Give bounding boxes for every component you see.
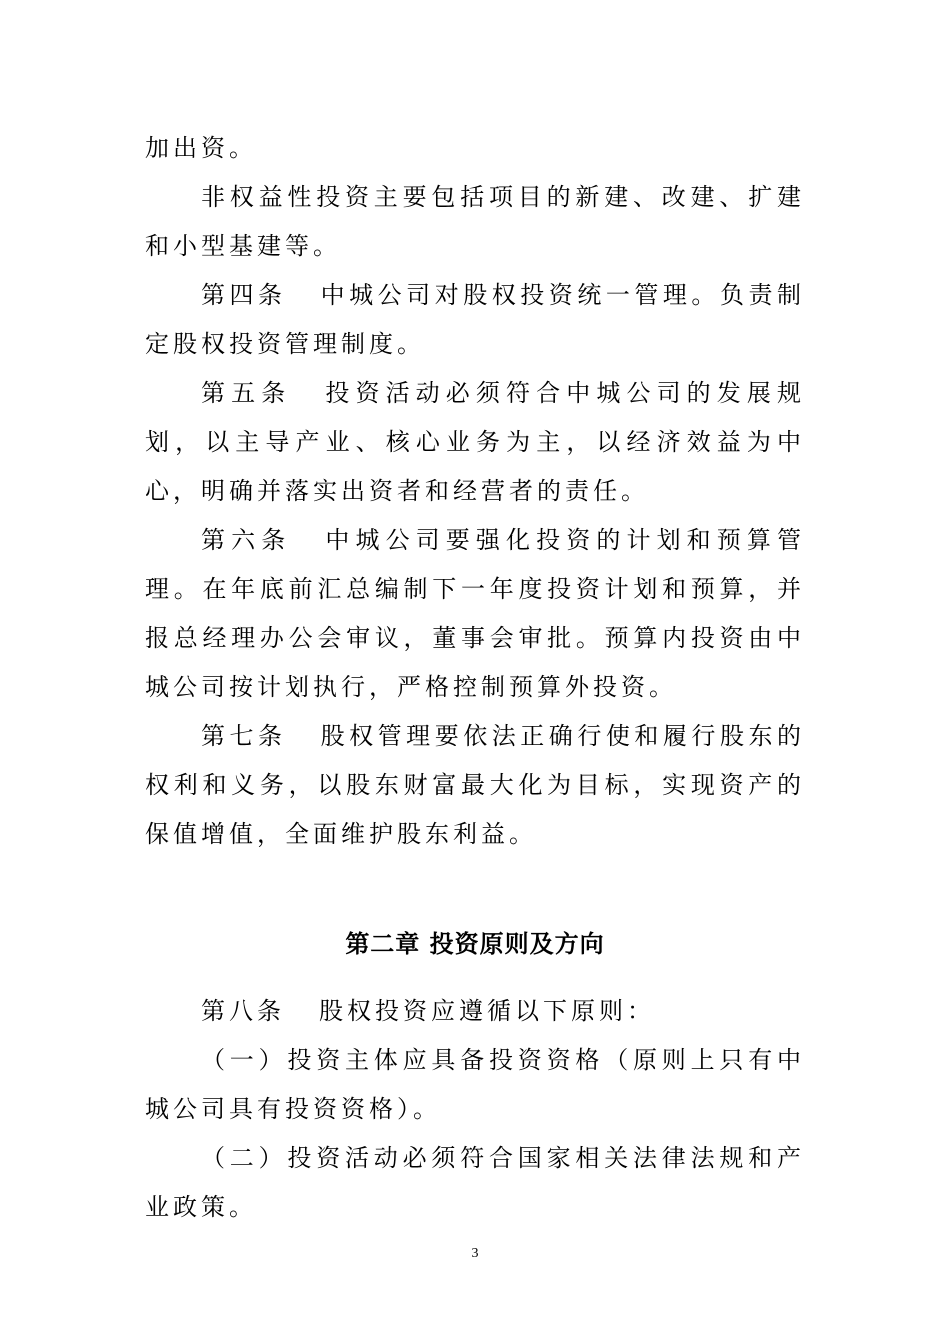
paragraph-non-equity-investment [145,173,805,271]
chapter-title: 第二章 投资原则及方向 [345,930,605,958]
article-5 [145,369,805,516]
paragraph-text: 加出资。 [145,134,257,162]
article-label: 第六条 [201,526,292,554]
principle-item-2 [145,1134,805,1232]
principle-text: （一）投资主体应具备投资资格（原则上只有中城公司具有投资资格）。 [145,1046,805,1123]
article-label: 第五条 [201,379,292,407]
chapter-body-section [145,987,805,1232]
principle-text: （二）投资活动必须符合国家相关法律法规和产业政策。 [145,1144,805,1221]
page-number: 3 [471,1246,479,1261]
article-label: 第四条 [201,281,287,309]
article-text: 中城公司对股权投资统一管理。负责制定股权投资管理制度。 [145,281,806,358]
principle-item-1 [145,1036,805,1134]
paragraph-continuation [145,124,805,173]
article-label: 第七条 [201,722,287,750]
article-text: 股权投资应遵循以下原则： [319,997,655,1025]
article-text: 中城公司要强化投资的计划和预算管理。在年底前汇总编制下一年度投资计划和预算，并报总经理办公会审议，董事会审批。预算内投资由中城公司按计划执行，严格控制预算外投资。 [145,526,806,701]
paragraph-text: 非权益性投资主要包括项目的新建、改建、扩建和小型基建等。 [145,183,805,260]
article-text: 股权管理要依法正确行使和履行股东的权利和义务，以股东财富最大化为目标，实现资产的保值增值，全面维护股东利益。 [145,722,806,848]
article-text: 投资活动必须符合中城公司的发展规划，以主导产业、核心业务为主，以经济效益为中心，明确并落实出资者和经营者的责任。 [145,379,806,505]
article-label: 第八条 [201,997,285,1025]
article-8 [145,987,805,1036]
article-4 [145,271,805,369]
body-text-section [145,124,805,859]
article-7 [145,712,805,859]
article-6 [145,516,805,712]
